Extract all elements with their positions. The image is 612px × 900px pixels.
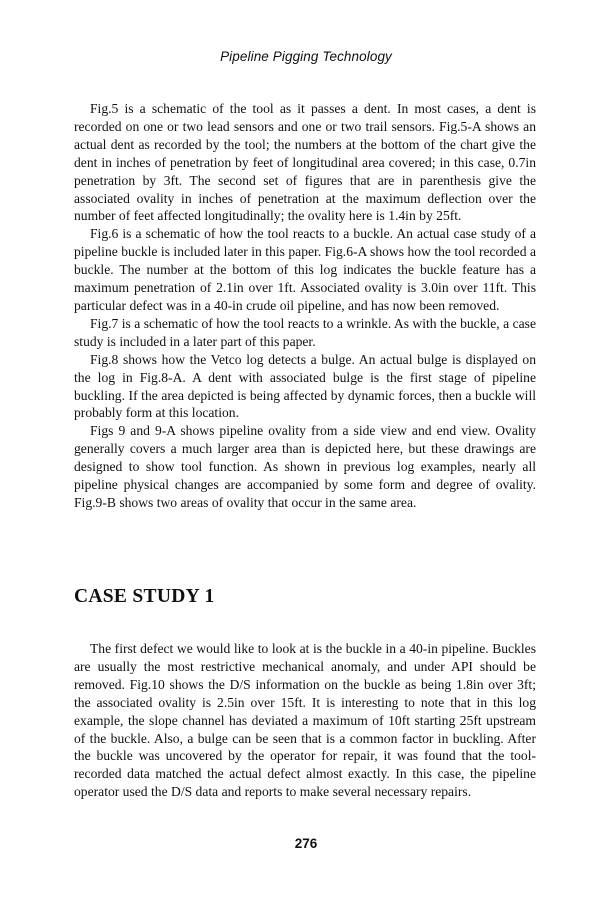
case-study-text: [74, 640, 536, 801]
paragraph-fig8: Fig.8 shows how the Vetco log detects a bulge. An actual bulge is displayed on the log in Fig.8-A. A dent with associated bulge is the first stage of pipeline buckling. If the area depicted is being affected by dynamic forces, then a buckle will probably form at this location.: [74, 351, 536, 421]
paragraph-fig6: Fig.6 is a schematic of how the tool reacts to a buckle. An actual case study of a pipeline buckle is included later in this paper. Fig.6-A shows how the tool recorded a buckle. The number at the bottom of this log indicates the buckle feature has a maximum penetration of 2.1in over 1ft. Associated ovality is 3.0in over 11ft. This particular defect was in a 40-in crude oil pipeline, and has now been removed.: [74, 226, 536, 313]
body-text: [74, 100, 536, 512]
paragraph-fig5: Fig.5 is a schematic of the tool as it passes a dent. In most cases, a dent is recorded on one or two lead sensors and one or two trail sensors. Fig.5-A shows an actual dent as recorded by the tool; the numbers at the bottom of the chart give the dent in inches of penetration by feet of longitudinal area covered; in this case, 0.7in penetration by 3ft. The second set of figures that are in parenthesis give the associated ovality in inches of penetration at the maximum deflection over the number of feet affected longitudinally; the ovality here is 1.4in by 25ft.: [74, 101, 536, 224]
page-number: 276: [294, 836, 318, 851]
paragraph-fig9: Figs 9 and 9-A shows pipeline ovality from a side view and end view. Ovality generally covers a much larger area than is depicted here, but these drawings are designed to show tool function. As shown in previous log examples, nearly all pipeline physical changes are accompanied by some form and degree of ovality. Fig.9-B shows two areas of ovality that occur in the same area.: [74, 423, 536, 510]
paragraph-fig7: Fig.7 is a schematic of how the tool reacts to a wrinkle. As with the buckle, a case study is included in a later part of this paper.: [74, 315, 536, 349]
running-header-title: Pipeline Pigging Technology: [220, 49, 392, 64]
paragraph-case-study: The first defect we would like to look at is the buckle in a 40-in pipeline. Buckles are usually the most restrictive mechanical anomaly, and under API should be removed. Fig.10 shows the D/S information on the buckle as being 1.8in over 3ft; the associated ovality is 2.5in over 15ft. It is interesting to note that in this log example, the slope channel has deviated a maximum of 10ft starting 25ft upstream of the buckle. Also, a bulge can be seen that is a common factor in buckling. After the buckle was uncovered by the operator for repair, it was found that the tool-recorded data matched the actual defect almost exactly. In this case, the pipeline operator used the D/S data and reports to make several necessary repairs.: [74, 641, 536, 800]
section-heading-case-study-1: CASE STUDY 1: [74, 586, 215, 607]
